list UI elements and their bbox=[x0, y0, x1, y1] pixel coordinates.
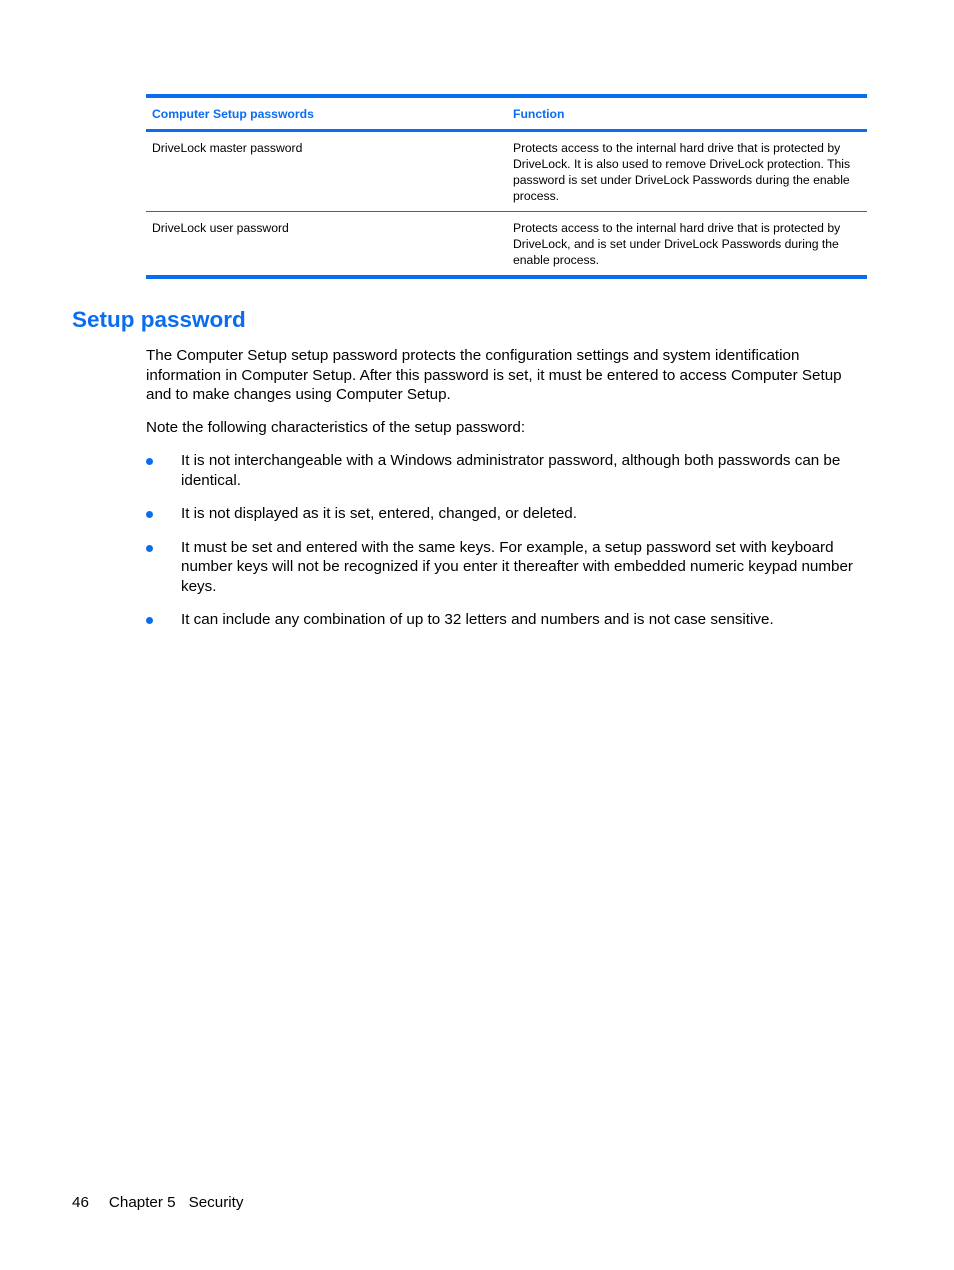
passwords-table-container bbox=[146, 94, 867, 279]
section-heading: Setup password bbox=[72, 307, 246, 332]
column-header-passwords: Computer Setup passwords bbox=[152, 107, 314, 121]
table-row bbox=[146, 131, 867, 212]
bullet-icon bbox=[146, 545, 153, 552]
page-footer bbox=[72, 1193, 243, 1212]
passwords-table bbox=[146, 94, 867, 279]
password-name-cell: DriveLock user password bbox=[152, 221, 289, 235]
password-function-cell: Protects access to the internal hard drive that is protected by DriveLock, and is set under DriveLock Passwords during the enable process. bbox=[513, 221, 841, 267]
table-header-row bbox=[146, 96, 867, 131]
footer-chapter: Chapter 5 bbox=[108, 1194, 176, 1211]
password-function-cell: Protects access to the internal hard drive that is protected by DriveLock. It is also used to remove DriveLock protection. This password is set under DriveLock Passwords during the enable process. bbox=[513, 141, 851, 203]
list-item bbox=[146, 610, 870, 630]
list-item bbox=[146, 538, 870, 597]
list-item-text: It is not interchangeable with a Windows administrator password, although both passwords can be identical. bbox=[181, 452, 841, 489]
password-name-cell: DriveLock master password bbox=[152, 141, 303, 155]
list-item-text: It can include any combination of up to 32 letters and numbers and is not case sensitive. bbox=[181, 611, 774, 628]
intro-paragraph: The Computer Setup setup password protects the configuration settings and system identification information in Computer Setup. After this password is set, it must be entered to access Computer Setup and to make changes using Computer Setup. bbox=[146, 347, 842, 403]
list-item-text: It is not displayed as it is set, entered, changed, or deleted. bbox=[181, 505, 577, 522]
list-item bbox=[146, 504, 870, 524]
list-item-text: It must be set and entered with the same keys. For example, a setup password set with keyboard number keys will not be recognized if you enter it thereafter with embedded numeric keypad number keys. bbox=[181, 538, 853, 595]
column-header-function: Function bbox=[513, 107, 565, 121]
bullet-icon bbox=[146, 458, 153, 465]
bullet-icon bbox=[146, 617, 153, 624]
characteristics-list bbox=[146, 451, 870, 644]
footer-section: Security bbox=[188, 1194, 244, 1211]
note-paragraph: Note the following characteristics of the setup password: bbox=[146, 419, 526, 436]
table-row bbox=[146, 212, 867, 278]
bullet-icon bbox=[146, 511, 153, 518]
list-item bbox=[146, 451, 870, 490]
page-number: 46 bbox=[72, 1194, 89, 1211]
